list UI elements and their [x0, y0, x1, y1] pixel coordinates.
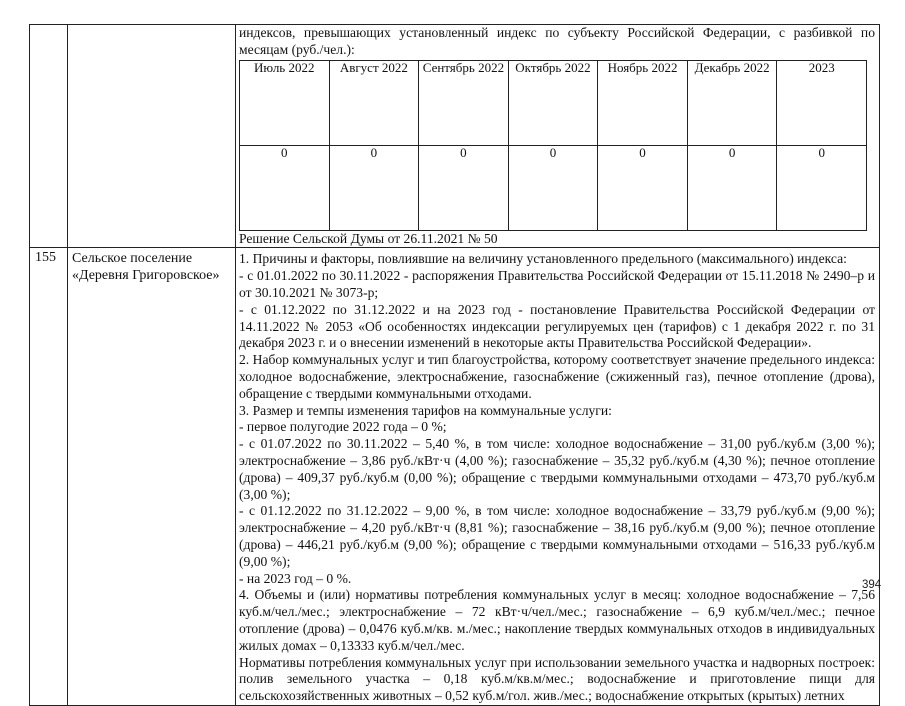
intro-text: индексов, превышающих установленный индекс по субъекту Российской Федерации, с разбивкой по месяцам (руб./чел.): — [239, 25, 875, 57]
months-table — [239, 60, 867, 231]
months-values-row — [240, 145, 867, 230]
content-cell — [236, 25, 880, 248]
month-value: 0 — [508, 145, 598, 230]
month-value: 0 — [598, 145, 688, 230]
paragraph: - первое полугодие 2022 года – 0 %; — [239, 419, 447, 435]
paragraph: - с 01.07.2022 по 30.11.2022 – 5,40 %, в том числе: холодное водоснабжение – 31,00 руб./куб.м (3,00 %); электроснабжение – 3,86 руб./кВт·ч (4,00 %); газоснабжение – 35,32 руб./куб.м (4,30 %); печное отопление (дрова) – 409,37 руб./куб.м (0,00 %); обращение с твердыми коммунальными отходами – 473,70 руб./куб.м (3,00 %); — [239, 436, 875, 502]
table-row-155 — [30, 248, 880, 706]
paragraph: 3. Размер и темпы изменения тарифов на коммунальные услуги: — [239, 402, 612, 418]
subject-name: Сельское поселение «Деревня Григоровское» — [68, 248, 236, 706]
month-value: 0 — [419, 145, 509, 230]
month-header: Октябрь 2022 — [508, 60, 598, 145]
paragraph: - с 01.12.2022 по 31.12.2022 и на 2023 год - постановление Правительства Российской Федерации от 14.11.2022 № 2053 «Об особенностях индексации регулируемых цен (тарифов) с 1 декабря 2022 г. по 31 декабря 2023 г. и о внесении изменений в некоторые акты Правительства Российской Федерации». — [239, 301, 875, 351]
paragraph: - с 01.01.2022 по 30.11.2022 - распоряжения Правительства Российской Федерации от 15.11.2018 № 2490–р и от 30.10.2021 № 3073-р; — [239, 268, 875, 300]
month-header: Июль 2022 — [240, 60, 330, 145]
month-header: Сентябрь 2022 — [419, 60, 509, 145]
row-number: 155 — [30, 248, 68, 706]
paragraph: 1. Причины и факторы, повлиявшие на величину установленного предельного (максимального) индекса: — [239, 251, 847, 267]
paragraph: Нормативы потребления коммунальных услуг при использовании земельного участка и надворных построек: полив земельного участка – 0,18 куб.м/кв.м/мес.; водоснабжение и приготовление пищи для сельскохозяйственных животных – 0,52 куб.м/гол. жив./мес.; водоснабжение открытых (крытых) летних — [239, 654, 875, 704]
table-row-continuation — [30, 25, 880, 248]
paragraph: - с 01.12.2022 по 31.12.2022 – 9,00 %, в том числе: холодное водоснабжение – 33,79 руб./куб.м (9,00 %); электроснабжение – 4,20 руб./кВт·ч (8,81 %); газоснабжение – 38,16 руб./куб.м (9,00 %); печное отопление (дрова) – 446,21 руб./куб.м (9,00 %); обращение с твердыми коммунальными отходами – 516,33 руб./куб.м (9,00 %); — [239, 503, 875, 569]
row-number-cell-empty — [30, 25, 68, 248]
paragraph: - на 2023 год – 0 %. — [239, 570, 352, 586]
month-value: 0 — [329, 145, 419, 230]
decision-text: Решение Сельской Думы от 26.11.2021 № 50 — [239, 230, 498, 246]
paragraph: 4. Объемы и (или) нормативы потребления коммунальных услуг в месяц: холодное водоснабжение – 7,56 куб.м/чел./мес.; электроснабжение – 72 кВт·ч/чел./мес.; газоснабжение – 6,9 куб.м/чел./мес.; печное отопление (дрова) – 0,0476 куб.м/кв. м./мес.; накопление твердых коммунальных отходов в индивидуальных жилых домах – 0,13333 куб.м/чел./мес. — [239, 587, 875, 653]
month-value: 0 — [687, 145, 777, 230]
content-cell — [236, 248, 880, 706]
month-value: 0 — [777, 145, 867, 230]
document-table — [29, 24, 880, 706]
month-header: Август 2022 — [329, 60, 419, 145]
months-header-row — [240, 60, 867, 145]
month-value: 0 — [240, 145, 330, 230]
month-header: 2023 — [777, 60, 867, 145]
subject-cell-empty — [68, 25, 236, 248]
month-header: Ноябрь 2022 — [598, 60, 688, 145]
paragraph: 2. Набор коммунальных услуг и тип благоустройства, которому соответствует значение предельного индекса: холодное водоснабжение, электроснабжение, газоснабжение (сжиженный газ), печное отопление (дрова), обращение с твердыми коммунальными отходами. — [239, 352, 875, 401]
month-header: Декабрь 2022 — [687, 60, 777, 145]
page-number: 394 — [862, 579, 882, 591]
